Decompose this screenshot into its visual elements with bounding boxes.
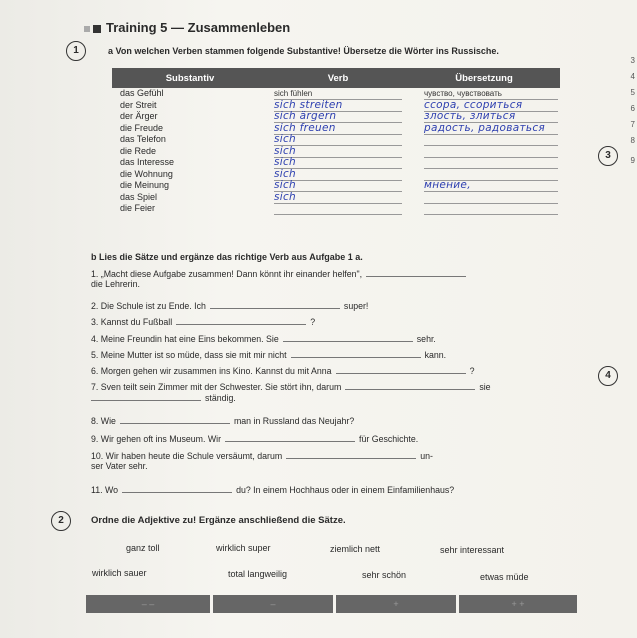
adjective: sehr interessant [440, 545, 505, 555]
verb-cell[interactable]: sich [274, 157, 402, 169]
noun-cell: das Spiel [120, 191, 158, 202]
sentence-text: 1. „Macht diese Aufgabe zusammen! Dann könnt ihr einander helfen", [91, 269, 363, 279]
exercise2-instruction: Ordne die Adjektive zu! Ergänze anschließend die Sätze. [91, 515, 346, 526]
noun-cell: die Rede [120, 145, 157, 156]
sentence-text: 3. Kannst du Fußball [91, 317, 173, 327]
table-row [112, 146, 560, 158]
sentence-text-end: ? [310, 317, 316, 327]
noun-cell: die Wohnung [120, 168, 173, 179]
translation-cell[interactable]: чувство, чувствовать [424, 88, 558, 100]
vocabulary-table [112, 68, 560, 215]
noun-cell: die Feier [120, 203, 156, 213]
sentence-text: 2. Die Schule ist zu Ende. Ich [91, 301, 206, 311]
translation-cell[interactable] [424, 203, 558, 215]
side-circle-4: 4 [598, 366, 618, 386]
table-row [112, 203, 560, 215]
worksheet-page: 3 4 5 6 7 8 9 Training 5 — Zusammenleben 1 a Von welchen Verben stammen folgende Substantive! Übersetze die Wörter ins Russische. Substantiv Verb Übersetzung das Gefühl sich fühlen чувство, чувствовать der Streit sich streiten ссора, ссориться der Ärger sich ärgern злость, злиться die Freude sich freuen радость, радоваться das Telefon sich die Rede sich das Interesse sich die Wohnung sich die Meinung sich мнение, das Spiel sich die Feier 3 b Lies die Sätze und ergänze das richtige Verb aus Aufgabe 1 a. 1. „Macht diese Aufgabe zusammen! Dann könnt ihr einander helfen", die Lehrerin. 2. Die Schule ist zu Ende. Ich super! 3. Kannst du Fußball ? 4. Meine Freundin hat eine Eins bekommen. Sie sehr. 5. Meine Mutter ist so müde, dass sie mit mir nicht kann. 6. Morgen gehen wir zusammen ins Kino. Kannst du mit Anna ? 7. Sven teilt sein Zimmer mit der Schwester. Sie stört ihn, darum sie ständig. 8. Wie man in Russland das Neujahr? 9. Wir gehen oft ins Museum. Wir für Geschichte. 10. Wir haben heute die Schule versäumt, darum un- ser Vater sehr. 11. Wo du? In einem Hochhaus oder in einem Einfamilienhaus? 4 2 Ordne die Adjektive zu! Ergänze anschließend die Sätze. ganz toll wirklich super ziemlich nett sehr interessant wirklich sauer total langweilig sehr schön etwas müde – – – + + + [0, 0, 637, 638]
sentence-text-end: für Geschichte. [359, 434, 419, 444]
column-header-uebersetzung: Übersetzung [455, 72, 513, 84]
sentence-continuation: die Lehrerin. [91, 279, 140, 289]
table-row [112, 134, 560, 146]
sentence-text-end: super! [343, 301, 369, 311]
sentence-continuation: ständig. [205, 393, 236, 403]
table-row [112, 123, 560, 135]
sentence-text: 10. Wir haben heute die Schule versäumt, darum [91, 451, 283, 461]
sentence-text-end: un- [420, 451, 433, 461]
column-header-verb: Verb [327, 72, 349, 84]
sentence-text: 7. Sven teilt sein Zimmer mit der Schwester. Sie stört ihn, darum [91, 382, 342, 392]
table-row [112, 157, 560, 169]
answer-blank[interactable] [283, 333, 413, 342]
adjective: wirklich sauer [92, 568, 147, 578]
verb-cell[interactable]: sich fühlen [274, 88, 402, 100]
sentence-text: 11. Wo [91, 485, 119, 495]
sentence-item [91, 433, 581, 444]
answer-blank[interactable] [366, 268, 466, 277]
sentence-continuation: ser Vater sehr. [91, 461, 148, 471]
answer-blank[interactable] [210, 300, 340, 309]
answer-blank[interactable] [120, 415, 230, 424]
exercise-number-1: 1 [66, 41, 86, 61]
exercise-number-2: 2 [51, 511, 71, 531]
table-header [112, 68, 560, 88]
part-b-instruction: b Lies die Sätze und ergänze das richtige Verb aus Aufgabe 1 a. [91, 252, 363, 262]
rating-bar-segment: – – [86, 595, 210, 613]
table-row [112, 180, 560, 192]
noun-cell: der Streit [120, 99, 157, 110]
title-square-icon [93, 25, 101, 33]
verb-cell[interactable]: sich ärgern [274, 111, 402, 123]
answer-blank[interactable] [225, 433, 355, 442]
sentence-item [91, 349, 581, 360]
side-circle-3: 3 [598, 146, 618, 166]
column-header-substantiv: Substantiv [165, 72, 215, 84]
sentence-text-end: man in Russland das Neujahr? [233, 416, 355, 426]
table-row [112, 169, 560, 181]
translation-cell[interactable]: ссора, ссориться [424, 100, 558, 112]
verb-cell[interactable]: sich streiten [274, 100, 402, 112]
answer-blank[interactable] [176, 316, 306, 325]
sentence-text-end: du? In einem Hochhaus oder in einem Einfamilienhaus? [236, 485, 455, 495]
sentence-text-end: sehr. [416, 334, 436, 344]
adjective: etwas müde [480, 572, 529, 582]
page-title: Training 5 — Zusammenleben [84, 20, 290, 35]
verb-cell[interactable]: sich freuen [274, 123, 402, 135]
translation-cell[interactable]: радость, радоваться [424, 123, 558, 135]
translation-cell[interactable] [424, 192, 558, 204]
exercise1-instruction: a Von welchen Verben stammen folgende Substantive! Übersetze die Wörter ins Russische. [108, 46, 499, 56]
rating-bar-segment: + + [459, 595, 577, 613]
noun-cell: das Telefon [120, 134, 166, 144]
sentence-item [91, 415, 581, 426]
sentence-text: 8. Wie [91, 416, 116, 426]
translation-cell[interactable] [424, 134, 558, 146]
answer-blank[interactable] [286, 450, 416, 459]
sentence-text: 6. Morgen gehen wir zusammen ins Kino. Kannst du mit Anna [91, 366, 332, 376]
verb-cell[interactable]: sich [274, 180, 402, 192]
rating-bar-segment: – [213, 595, 333, 613]
verb-cell[interactable]: sich [274, 169, 402, 181]
verb-cell[interactable]: sich [274, 146, 402, 158]
sentence-text: 5. Meine Mutter ist so müde, dass sie mit mir nicht [91, 350, 287, 360]
rating-bar-segment: + [336, 595, 456, 613]
answer-blank[interactable] [291, 349, 421, 358]
answer-blank[interactable] [336, 365, 466, 374]
sentence-text-end: kann. [424, 350, 447, 360]
noun-cell: das Gefühl [120, 88, 164, 98]
noun-cell: das Interesse [120, 157, 175, 167]
sentence-item [91, 381, 581, 403]
table-row [112, 111, 560, 123]
adjective: wirklich super [216, 543, 271, 553]
noun-cell: die Meinung [120, 180, 170, 190]
noun-cell: der Ärger [120, 111, 158, 121]
sentence-text-end: sie [479, 382, 491, 392]
sentence-item [91, 333, 581, 344]
answer-blank[interactable] [91, 392, 201, 401]
answer-blank[interactable] [345, 381, 475, 390]
translation-cell[interactable]: злость, злиться [424, 111, 558, 123]
translation-cell[interactable] [424, 146, 558, 158]
noun-cell: die Freude [120, 122, 164, 133]
verb-cell[interactable] [274, 203, 402, 215]
table-row [112, 88, 560, 100]
sentence-text: 9. Wir gehen oft ins Museum. Wir [91, 434, 222, 444]
sentence-item [91, 450, 581, 471]
verb-cell[interactable]: sich [274, 134, 402, 146]
answer-blank[interactable] [122, 484, 232, 493]
sentence-item [91, 484, 581, 495]
sentence-item [91, 365, 581, 376]
translation-cell[interactable]: мнение, [424, 180, 558, 192]
verb-cell[interactable]: sich [274, 192, 402, 204]
sentence-item [91, 268, 581, 289]
adjective: total langweilig [228, 569, 288, 579]
adjective: sehr schön [362, 570, 407, 580]
title-marker-icon [84, 26, 90, 32]
sentence-text-end: ? [469, 366, 475, 376]
sentence-item [91, 316, 581, 327]
sentence-text: 4. Meine Freundin hat eine Eins bekommen. Sie [91, 334, 279, 344]
sentence-item [91, 300, 581, 311]
adjective: ganz toll [126, 543, 160, 553]
table-row [112, 192, 560, 204]
translation-cell[interactable] [424, 157, 558, 169]
adjective: ziemlich nett [330, 544, 381, 554]
table-body [112, 88, 560, 215]
